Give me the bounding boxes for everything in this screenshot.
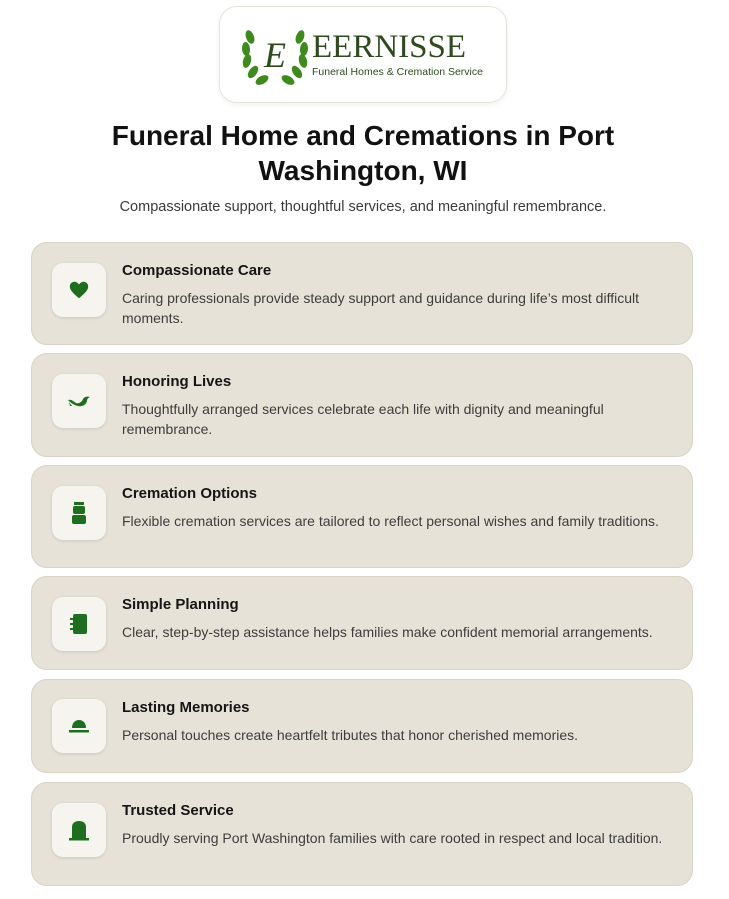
feature-description: Proudly serving Port Washington families with care rooted in respect and local tradition. bbox=[122, 830, 663, 846]
feature-card-honoring-lives bbox=[31, 353, 693, 457]
feature-icon-box bbox=[52, 597, 106, 651]
feature-title: Compassionate Care bbox=[122, 262, 272, 279]
feature-title: Lasting Memories bbox=[122, 699, 250, 716]
feature-icon-box bbox=[52, 263, 106, 317]
feature-card-compassionate-care bbox=[31, 242, 693, 345]
book-icon bbox=[69, 613, 89, 635]
feature-title: Cremation Options bbox=[122, 485, 258, 502]
candle-icon bbox=[68, 719, 90, 733]
feature-icon-box bbox=[52, 486, 106, 540]
feature-icon-box bbox=[52, 803, 106, 857]
dove-icon bbox=[66, 390, 92, 412]
feature-description: Personal touches create heartfelt tributes that honor cherished memories. bbox=[122, 727, 579, 743]
feature-description: Caring professionals provide steady support and guidance during life’s most difficult moments. bbox=[122, 290, 640, 326]
feature-card-trusted-service bbox=[31, 782, 693, 886]
feature-title: Simple Planning bbox=[122, 596, 239, 613]
feature-title: Honoring Lives bbox=[122, 373, 232, 390]
feature-card-lasting-memories bbox=[31, 679, 693, 773]
feature-card-simple-planning bbox=[31, 576, 693, 670]
heart-icon bbox=[68, 279, 90, 301]
urn-icon bbox=[70, 501, 88, 525]
feature-description: Clear, step-by-step assistance helps families make confident memorial arrangements. bbox=[122, 624, 653, 640]
feature-description: Thoughtfully arranged services celebrate each life with dignity and meaningful remembrance. bbox=[122, 401, 604, 437]
page-title: Funeral Home and Cremations in Port Washington, WI bbox=[111, 120, 615, 186]
feature-icon-box bbox=[52, 699, 106, 753]
page-subtitle: Compassionate support, thoughtful services, and meaningful remembrance. bbox=[119, 199, 607, 215]
laurel-wreath-icon bbox=[238, 23, 312, 89]
feature-icon-box bbox=[52, 374, 106, 428]
chapel-icon bbox=[68, 819, 90, 841]
brand-tagline: Funeral Homes & Cremation Service bbox=[312, 66, 483, 78]
svg-text:E: E bbox=[264, 35, 286, 75]
feature-title: Trusted Service bbox=[122, 802, 234, 819]
logo-card[interactable] bbox=[219, 6, 507, 103]
feature-description: Flexible cremation services are tailored to reflect personal wishes and family traditions. bbox=[122, 513, 659, 529]
feature-card-cremation-options bbox=[31, 465, 693, 568]
brand-name: EERNISSE bbox=[312, 29, 467, 65]
